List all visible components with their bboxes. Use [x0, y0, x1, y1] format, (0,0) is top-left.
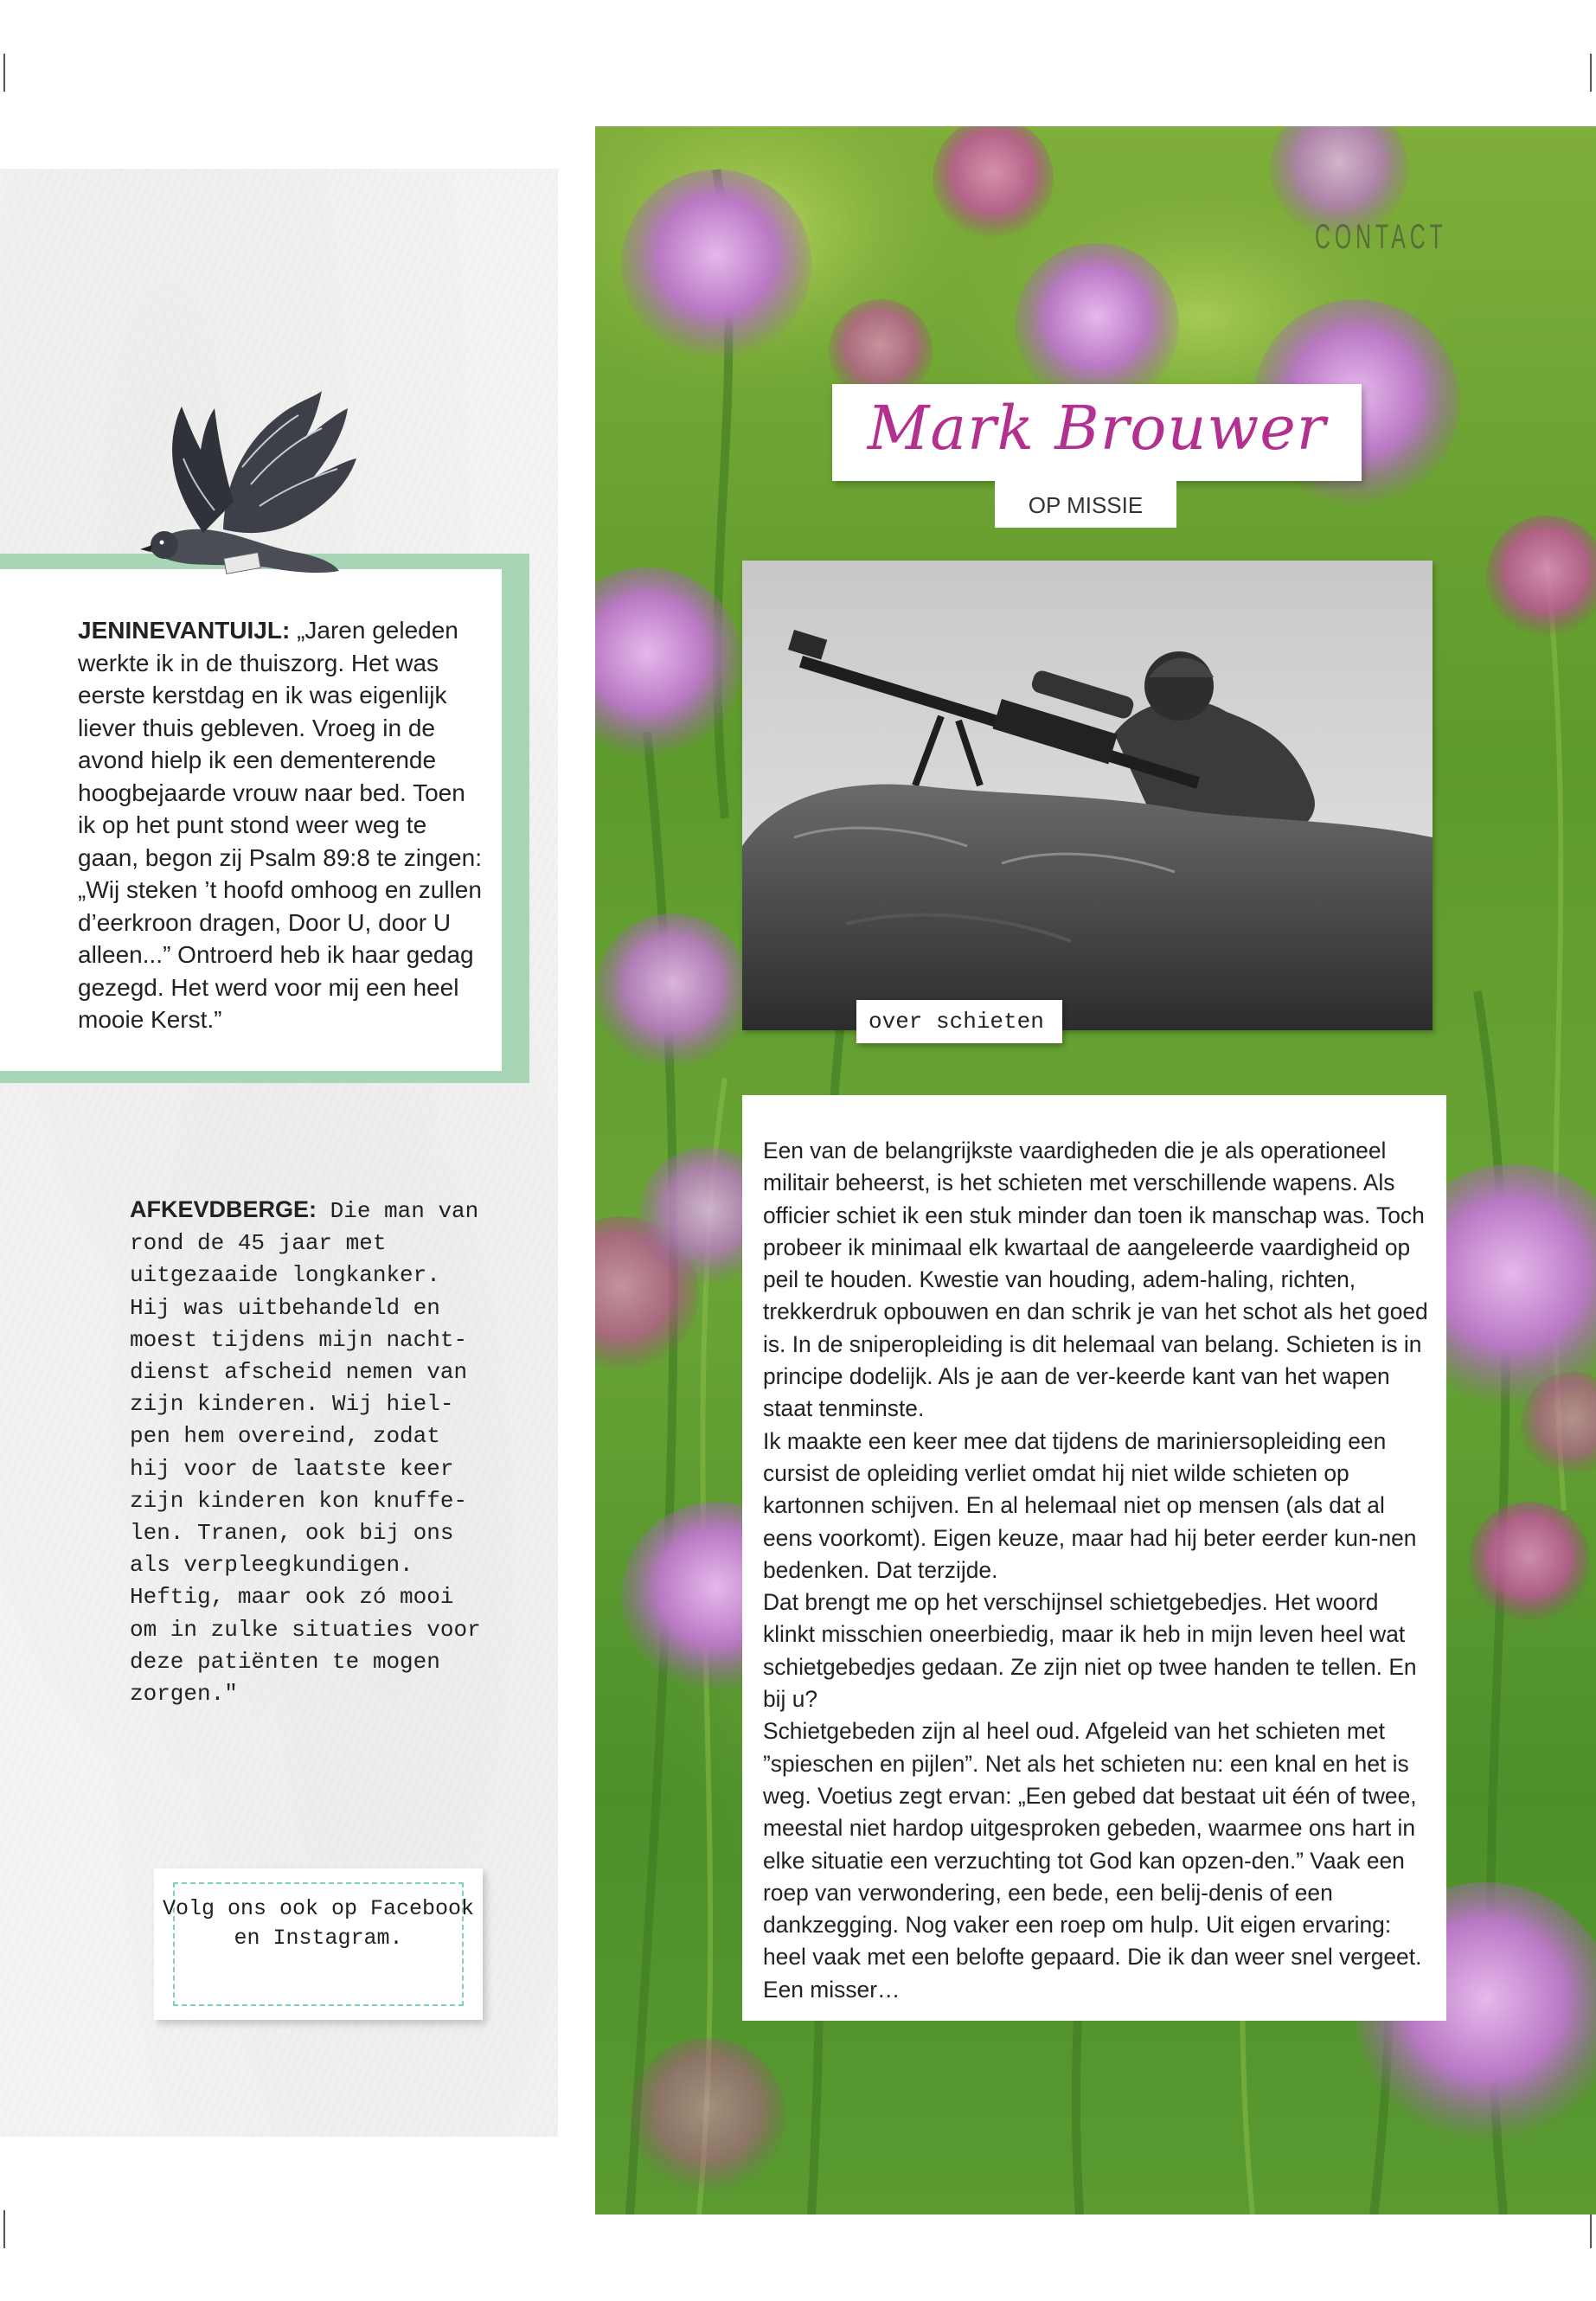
section-label: CONTACT [1315, 218, 1447, 256]
sniper-photo [742, 561, 1433, 1030]
article-paragraph: Een van de belangrijkste vaardigheden die je als operationeel militair beheerst, is het schieten met verschillende wapens. Als officier schiet ik een stuk minder dan toen ik manschap was. Toch probeer ik minimaal elk kwartaal de aangeleerde vaardigheid op peil te houden. Kwestie van houding, adem-haling, richten, trekkerdruk opbouwen en dan schrik je van het schot als het goed is. In de sniperopleiding is dit helemaal van belang. Schieten is in principe dodelijk. Als je aan de ver-keerde kant van het wapen staat tenminste. [763, 1138, 1428, 1422]
column-subtitle-card [995, 481, 1176, 528]
photo-caption-card [856, 1000, 1062, 1043]
article-paragraph: Schietgebeden zijn al heel oud. Afgeleid van het schieten met ”spieschen en pijlen”. Net als het schieten nu: een knal en het is weg. Voetius zegt ervan: „Een gebed dat bestaat uit één of twee, meestal niet hardop uitgesproken gebeden, waarmee ons hart in elke situatie een verzuchting tot God kan opzen-den.” Vaak een roep van verwondering, een bede, een belij-denis of een dankzegging. Nog vaker een roep om hulp. Uit eigen ervaring: heel vaak met een belofte gepaard. Die ik dan weer snel vergeet. Een misser… [763, 1718, 1422, 2003]
quote-body: Die man van rond de 45 jaar met uitgezaaide longkanker. Hij was uitbehandeld en moest tijdens mijn nacht-dienst afscheid nemen van zijn kinderen. Wij hiel-pen hem overeind, zodat hij voor de laatste keer zijn kinderen kon knuffe-len. Tranen, ook bij ons als verpleegkundigen. Heftig, maar ook zó mooi om in zulke situaties voor deze patiënten te mogen zorgen." [130, 1198, 481, 1708]
quote-body: „Jaren geleden werkte ik in de thuiszorg. Het was eerste kerstdag en ik was eigenlijk liever thuis gebleven. Vroeg in de avond hielp ik een dementerende hoogbejaarde vrouw naar bed. Toen ik op het punt stond weer weg te gaan, begon zij Psalm 89:8 te zingen: „Wij steken ’t hoofd omhoog en zullen d’eerkroon dragen, Door U, door U alleen...” Ontroerd heb ik haar gedag gezegd. Het werd voor mij een heel mooie Kerst.” [78, 617, 482, 1033]
crop-mark [3, 2210, 5, 2248]
social-text: Volg ons ook op Facebook en Instagram. [162, 1896, 475, 1951]
photo-caption: over schieten [869, 1009, 1044, 1035]
quote-text [78, 614, 484, 1036]
article-paragraph: Ik maakte een keer mee dat tijdens de mariniersopleiding een cursist de opleiding verliet omdat hij niet wilde schieten op kartonnen schijven. En al helemaal niet op mensen (als dat al eens voorkomt). Eigen keuze, maar had hij beter eerder kun-nen bedenken. Dat terzijde. [763, 1427, 1417, 1583]
column-title-card [832, 384, 1362, 481]
dove-illustration [121, 329, 381, 588]
quote-author: JENINEVANTUIJL: [78, 617, 291, 644]
social-callout [154, 1868, 483, 2020]
crop-mark [1590, 2210, 1592, 2248]
article-body [763, 1135, 1429, 2006]
article-paragraph: Dat brengt me op het verschijnsel schietgebedjes. Het woord klinkt misschien oneerbiedig, maar ik heb in mijn leven heel wat schietgebedjes gedaan. Ze zijn niet op twee handen te tellen. En bij u? [763, 1589, 1417, 1713]
crop-mark [1590, 54, 1592, 92]
column-title: Mark Brouwer [867, 393, 1327, 464]
column-subtitle: OP MISSIE [1028, 492, 1144, 518]
quote-author: AFKEVDBERGE: [130, 1196, 317, 1222]
crop-mark [3, 54, 5, 92]
quote-text [130, 1194, 493, 1710]
